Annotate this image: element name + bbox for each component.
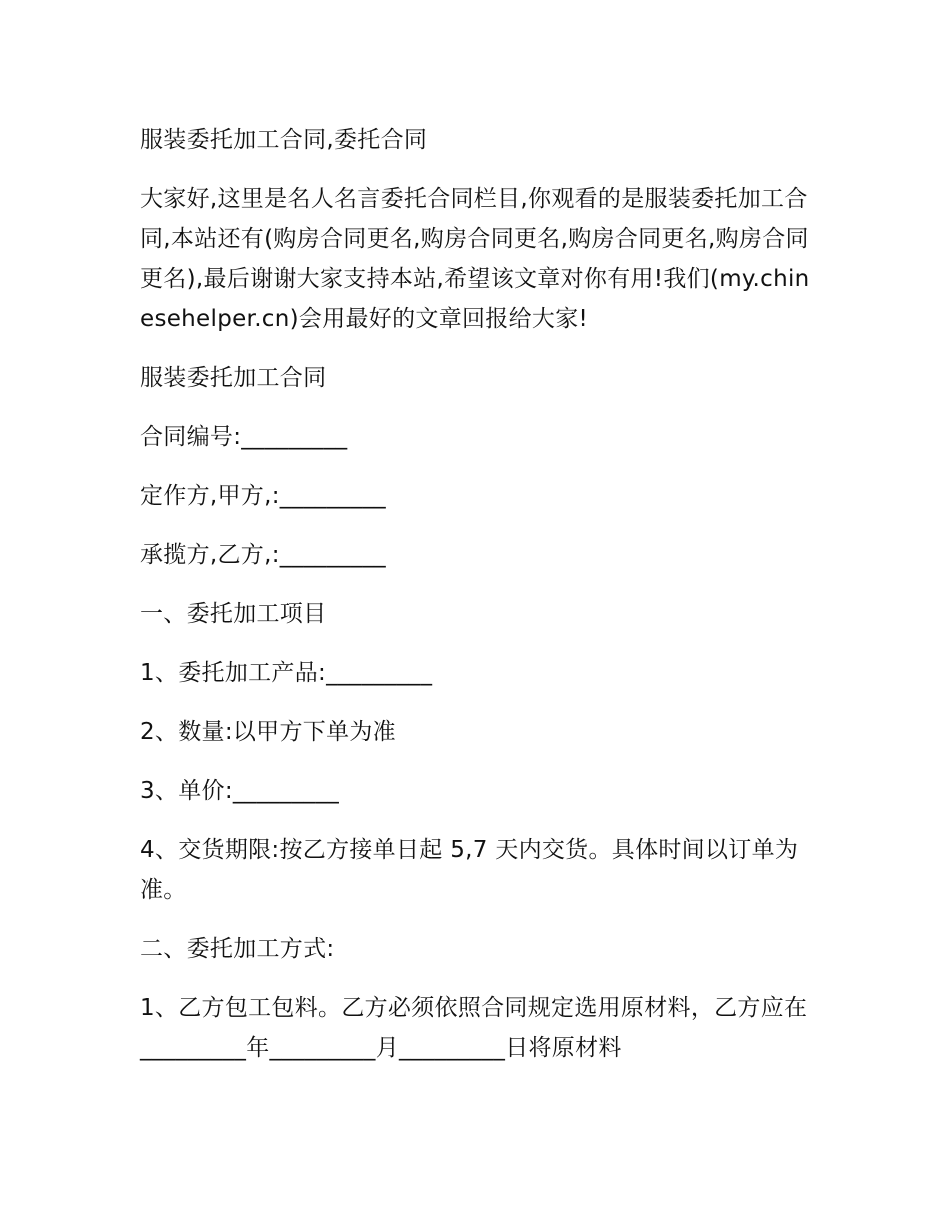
- document-title: 服装委托加工合同,委托合同: [140, 127, 428, 153]
- party-a-line: 定作方,甲方,:_________: [140, 483, 386, 509]
- section-1-heading: 一、委托加工项目: [140, 601, 327, 627]
- contract-number-line: 合同编号:_________: [140, 424, 348, 450]
- document-body: [140, 120, 812, 1087]
- section-1-item-3: 3、单价:_________: [140, 778, 340, 804]
- section-2-heading: 二、委托加工方式:: [140, 936, 335, 962]
- section-1-item-4: 4、交货期限:按乙方接单日起 5,7 天内交货。具体时间以订单为准。: [140, 837, 799, 903]
- section-1-item-2: 2、数量:以甲方下单为准: [140, 719, 396, 745]
- contract-title: 服装委托加工合同: [140, 365, 327, 391]
- section-1-item-1: 1、委托加工产品:_________: [140, 660, 433, 686]
- section-2-item-1: 1、乙方包工包料。乙方必须依照合同规定选用原材料，乙方应在_________年_________月_________日将原材料: [140, 995, 808, 1061]
- intro-paragraph: 大家好,这里是名人名言委托合同栏目,你观看的是服装委托加工合同,本站还有(购房合同更名,购房合同更名,购房合同更名,购房合同更名),最后谢谢大家支持本站,希望该文章对你有用!我们(my.chinesehelper.cn)会用最好的文章回报给大家!: [140, 186, 810, 332]
- party-b-line: 承揽方,乙方,:_________: [140, 542, 386, 568]
